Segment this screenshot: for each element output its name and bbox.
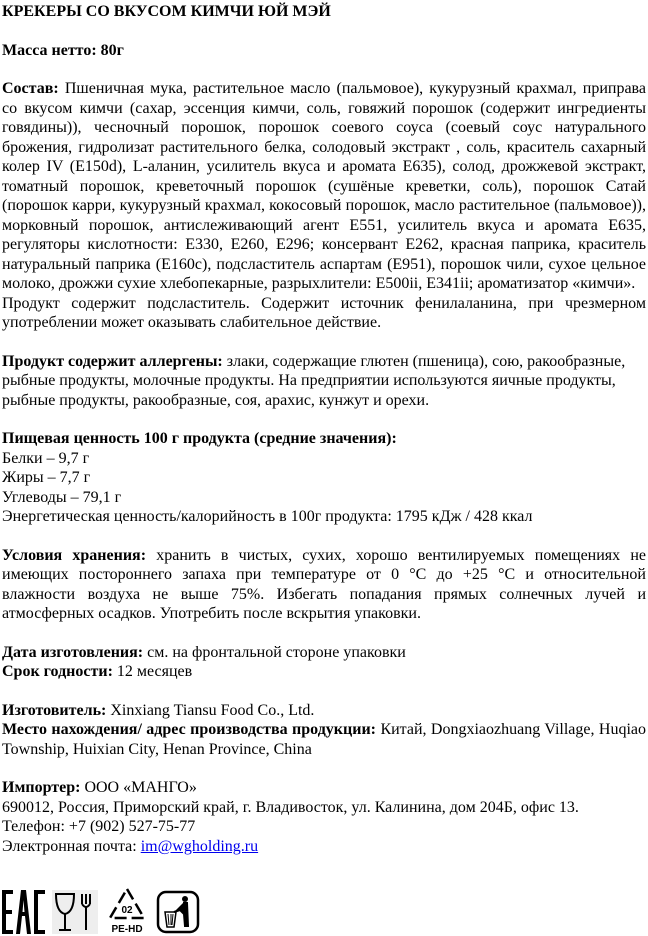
nutrition-item: Углеводы – 79,1 г [2, 488, 122, 506]
eac-mark-icon [2, 890, 46, 934]
recycle-material: PE-HD [111, 924, 143, 934]
recycle-pe-hd-icon [104, 886, 150, 934]
manufacturer: Изготовитель: Xinxiang Tiansu Food Co., Ltd. [2, 701, 315, 719]
nutrition-item: Жиры – 7,7 г [2, 469, 91, 486]
nutrition-item: Белки – 9,7 г [2, 449, 90, 467]
composition-warning: Продукт содержит подсластитель. Содержит источник фенилаланина, при чрезмерном употреблении может оказывать слабительное действие. [2, 294, 646, 331]
importer-phone: Телефон: +7 (902) 527-75-77 [2, 818, 196, 835]
certification-logos [2, 886, 646, 936]
tidy-man-bin-icon [156, 890, 200, 934]
allergens: Продукт содержит аллергены: злаки, содержащие глютен (пшеница), сою, ракообразные, рыбные продукты, молочные продукты. На предприятии используются яичные продукты, рыбные продукты, ракообразные, соя, арахис, кунжут и орехи. [2, 352, 626, 409]
food-contact-icon [52, 890, 98, 934]
nutrition-heading: Пищевая ценность 100 г продукта (средние значения): [2, 430, 397, 447]
importer: Импортер: ООО «МАНГО» [2, 779, 197, 796]
importer-address: 690012, Россия, Приморский край, г. Владивосток, ул. Калинина, дом 204Б, офис 13. [2, 798, 579, 816]
manufacture-date: Дата изготовления: см. на фронтальной стороне упаковки [2, 643, 406, 661]
production-address: Место нахождения/ адрес производства продукции: Китай, Dongxiaozhuang Village, Huqiao Township, Huixian City, Henan Province, China [2, 721, 647, 758]
net-mass: Масса нетто: 80г [2, 41, 124, 59]
composition: Состав: Пшеничная мука, растительное масло (пальмовое), кукурузный крахмал, приправа со вкусом кимчи (сахар, эссенция кимчи, соль, говяжий порошок (содержит ингредиенты говядины)), чесночный порошок, порошок соевого соуса (соевый соус натурального брожения, гидролизат растительного белка, солодовый экстракт , соль, краситель сахарный колер IV (E150d), L-аланин, усилитель вкуса и аромата E635), солод, дрожжевой экстракт, томатный порошок, креветочный порошок (сушёные креветки, соль), порошок Сатай (порошок карри, кукурузный крахмал, кокосовый порошок, масло растительное (пальмовое)), морковный порошок, антислеживающий агент E551, усилитель вкуса и аромата E635, регуляторы кислотности: E330, E260, E296; консервант E262, красная паприка, краситель натуральный паприка (E160c), подсластитель аспартам (E951), порошок чили, сухое цельное молоко, дрожжи сухие хлебопекарные, разрыхлители: E500ii, E341ii; ароматизатор «кимчи». [2, 80, 647, 292]
importer-email: Электронная почта: im@wgholding.ru [2, 837, 259, 855]
email-link[interactable]: im@wgholding.ru [140, 837, 259, 855]
recycle-code: 02 [121, 905, 133, 916]
storage-conditions: Условия хранения: хранить в чистых, сухих, хорошо вентилируемых помещениях не имеющих постороннего запаха при температуре от 0 °С до +25 °С и относительной влажности воздуха не выше 75%. Избегать попадания прямых солнечных лучей и атмосферных осадков. Употребить после вскрытия упаковки. [2, 546, 646, 622]
nutrition-item: Энергетическая ценность/калорийность в 100г продукта: 1795 кДж / 428 ккал [2, 508, 533, 525]
product-title: КРЕКЕРЫ СО ВКУСОМ КИМЧИ ЮЙ МЭЙ [2, 3, 331, 20]
shelf-life: Срок годности: 12 месяцев [2, 663, 193, 680]
